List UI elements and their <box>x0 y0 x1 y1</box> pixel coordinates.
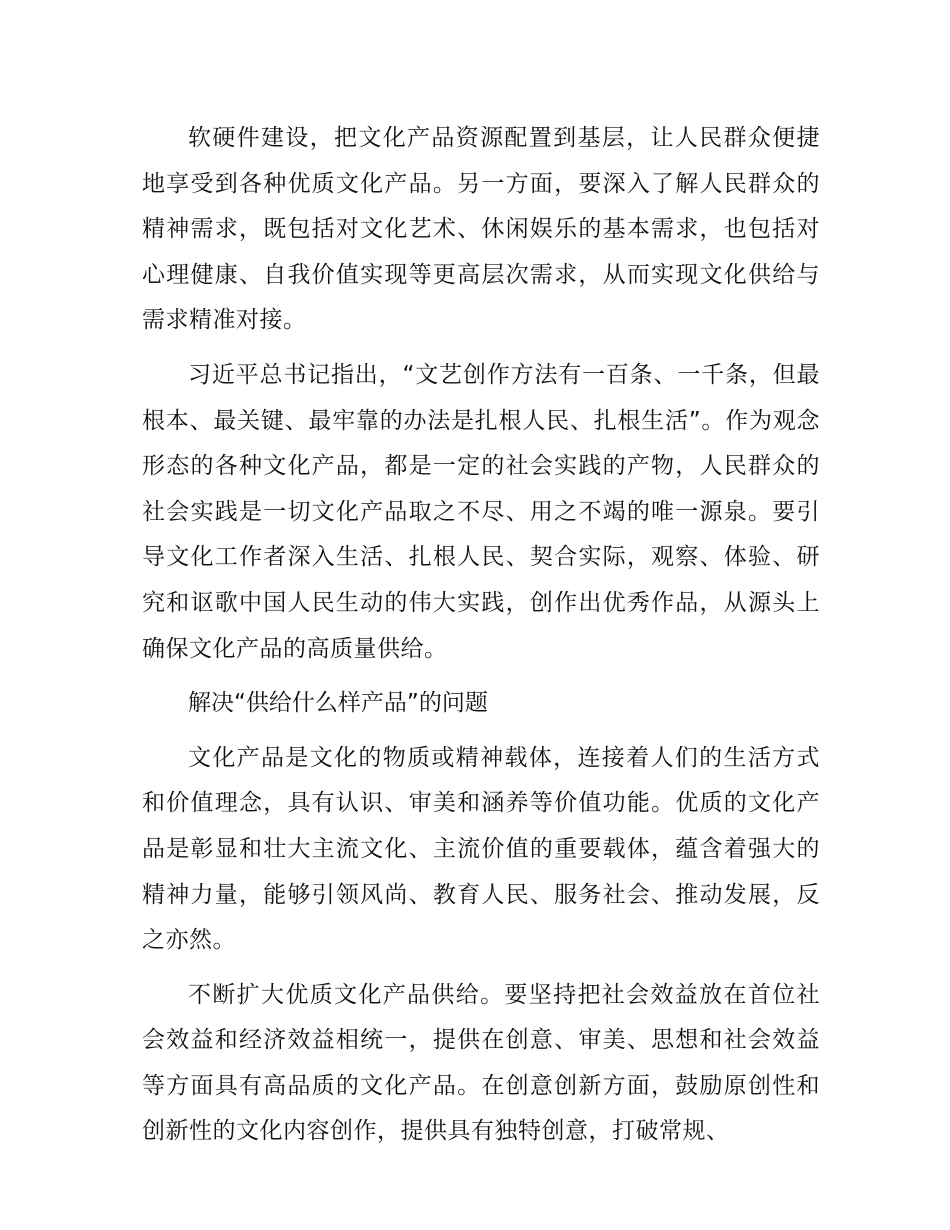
section-heading: 解决“供给什么样产品”的问题 <box>188 690 488 717</box>
document-body <box>142 116 820 1155</box>
paragraph: 习近平总书记指出，“文艺创作方法有一百条、一千条，但最根本、最关键、最牢靠的办法是扎根人民、扎根生活”。作为观念形态的各种文化产品，都是一定的社会实践的产物，人民群众的社会实践是一切文化产品取之不尽、用之不竭的唯一源泉。要引导文化工作者深入生活、扎根人民、契合实际，观察、体验、研究和讴歌中国人民生动的伟大实践，创作出优秀作品，从源头上确保文化产品的高质量供给。 <box>142 361 820 662</box>
paragraph: 不断扩大优质文化产品供给。要坚持把社会效益放在首位社会效益和经济效益相统一，提供在创意、审美、思想和社会效益等方面具有高品质的文化产品。在创意创新方面，鼓励原创性和创新性的文化内容创作，提供具有独特创意，打破常规、 <box>142 981 820 1145</box>
paragraph: 软硬件建设，把文化产品资源配置到基层，让人民群众便捷地享受到各种优质文化产品。另一方面，要深入了解人民群众的精神需求，既包括对文化艺术、休闲娱乐的基本需求，也包括对心理健康、自我价值实现等更高层次需求，从而实现文化供给与需求精准对接。 <box>142 125 820 334</box>
paragraph: 文化产品是文化的物质或精神载体，连接着人们的生活方式和价值理念，具有认识、审美和涵养等价值功能。优质的文化产品是彰显和壮大主流文化、主流价值的重要载体，蕴含着强大的精神力量，能够引领风尚、教育人民、服务社会、推动发展，反之亦然。 <box>142 744 820 954</box>
